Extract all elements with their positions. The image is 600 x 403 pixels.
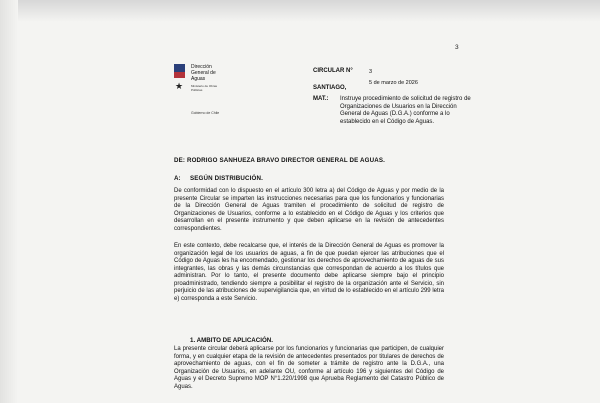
ministry-name: Ministerio de Obras Públicas	[191, 84, 218, 92]
subject-label: MAT.:	[313, 96, 329, 102]
subject-text: Instruye procedimiento de solicitud de registro de Organizaciones de Usuarios en la Dirección General de Aguas (D.G.A.) conforme a lo establecido en el Código de Aguas.	[340, 96, 471, 125]
section-1-title: 1. AMBITO DE APLICACIÓN.	[190, 337, 273, 344]
scan-shadow-left	[0, 0, 18, 403]
to-label: A:	[174, 175, 181, 182]
city-label: SANTIAGO,	[313, 85, 347, 91]
crest-icon: ★	[175, 81, 184, 91]
agency-name: Dirección General de Aguas	[191, 64, 216, 82]
page-number: 3	[455, 44, 459, 51]
paragraph-scope: La presente circular deberá aplicarse por los funcionarios y funcionarias que participen, de cualquier forma, y en cualquier etapa de la revisión de antecedentes presentados por titulares de derechos de aprovechamiento de aguas, con el fin de someter a trámite de registro ante la D.G.A., una Organización de Usuarios, en adelante OU, conforme al artículo 196 y siguientes del Código de Aguas y el Decreto Supremo MOP N°1.220/1998 que Aprueba Reglamento del Catastro Público de Aguas.	[174, 346, 444, 390]
flag-red-block	[174, 72, 185, 78]
agency-logo	[174, 64, 241, 120]
government-name: Gobierno de Chile	[191, 111, 220, 115]
circular-date: 5 de marzo de 2026	[369, 80, 418, 86]
circular-number: 3	[369, 69, 373, 75]
scan-shadow-top	[0, 0, 600, 22]
flag-blue-block	[174, 64, 185, 72]
paragraph-intro: De conformidad con lo dispuesto en el artículo 300 letra a) del Código de Aguas y por medio de la presente Circular se imparten las instrucciones necesarias para que los funcionarios y funcionarias de la Dirección General de Aguas tramiten el procedimiento de solicitud de registro de Organizaciones de Usuarios, conforme a lo establecido en el Código de Aguas y los criterios que desarrollan en el presente instrumento y que deben aplicarse en la revisión de antecedentes correspondientes.	[174, 188, 444, 232]
to-text: SEGÚN DISTRIBUCIÓN.	[190, 175, 263, 182]
from-line: DE: RODRIGO SANHUEZA BRAVO DIRECTOR GENERAL DE AGUAS.	[174, 157, 386, 164]
paragraph-context: En este contexto, debe recalcarse que, el interés de la Dirección General de Aguas es promover la organización legal de los usuarios de aguas, a fin de que puedan ejercer las atribuciones que el Código de Aguas les ha encomendado, gestionar los derechos de aprovechamiento de aguas de sus integrantes, las obras y las demás circunstancias que correspondan de acuerdo a los títulos que administran. Por lo tanto, el presente documento debe aplicarse siempre bajo el principio proadministrado, tendiendo siempre a posibilitar el registro de la organización ante el Servicio, sin perjuicio de las atribuciones de supervigilancia que, en virtud de lo establecido en el artículo 299 letra e) corresponda a este Servicio.	[174, 243, 444, 302]
circular-label: CIRCULAR N°	[313, 68, 353, 74]
